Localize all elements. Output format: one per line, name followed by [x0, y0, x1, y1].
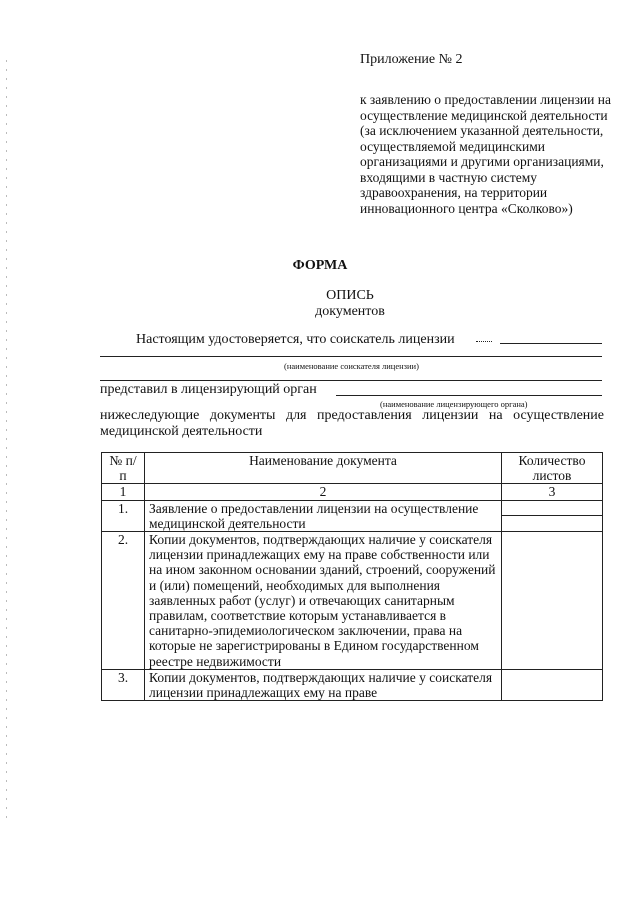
licensing-authority-blank	[336, 395, 602, 396]
inventory-title-sub: документов	[315, 304, 385, 319]
licensing-authority-line: представил в лицензирующий орган	[100, 382, 317, 397]
table-col-numbers-row	[102, 484, 603, 500]
col-number-3: 3	[502, 484, 603, 500]
scan-margin-marks	[6, 60, 7, 820]
licensing-authority-caption: (наименование лицензирующего органа)	[380, 399, 528, 409]
col-number-2: 2	[145, 484, 502, 500]
header-name: Наименование документа	[145, 453, 502, 484]
row-qty-cell[interactable]	[502, 532, 603, 670]
documents-intro-paragraph: нижеследующие документы для предоставления лицензии на осуществление медицинской деятельности	[100, 408, 604, 439]
applicant-name-blank-2	[100, 356, 602, 357]
applicant-name-blank	[500, 343, 602, 344]
certification-line: Настоящим удостоверяется, что соискатель лицензии	[136, 332, 455, 347]
table-row	[102, 500, 603, 531]
row-doc-name: Копии документов, подтверждающих наличие у соискателя лицензии принадлежащих ему на праве	[145, 669, 502, 700]
form-heading: ФОРМА	[292, 258, 348, 273]
applicant-name-caption: (наименование соискателя лицензии)	[284, 361, 419, 371]
row-qty-cell[interactable]	[502, 669, 603, 700]
row-qty-cell[interactable]	[502, 500, 603, 531]
appendix-description: к заявлению о предоставлении лицензии на осуществление медицинской деятельности (за исключением указанной деятельности, осуществляемой медицинскими организациями и другими организациями, входящими в частную систему здравоохранения, на территории инновационного центра «Сколково»)	[360, 92, 611, 216]
row-num: 3.	[102, 669, 145, 700]
documents-table	[101, 452, 603, 701]
col-number-1: 1	[102, 484, 145, 500]
applicant-name-blank-3	[100, 380, 602, 381]
appendix-title: Приложение № 2	[360, 52, 463, 67]
row-doc-name: Заявление о предоставлении лицензии на осуществление медицинской деятельности	[145, 500, 502, 531]
row-doc-name: Копии документов, подтверждающих наличие у соискателя лицензии принадлежащих ему на праве собственности или на ином законном основании зданий, строений, сооружений и (или) помещений, необходимых для выполнения заявленных работ (услуг) и отвечающих санитарным правилам, соответствие которым устанавливается в санитарно-эпидемиологическом заключении, права на которые не зарегистрированы в Едином государственном реестре недвижимости	[145, 532, 502, 670]
row-num: 1.	[102, 500, 145, 531]
applicant-blank-dots	[476, 341, 492, 342]
header-qty: Количество листов	[502, 453, 603, 484]
table-header-row	[102, 453, 603, 484]
header-num: № п/п	[102, 453, 145, 484]
table-row	[102, 669, 603, 700]
inventory-title	[0, 288, 640, 320]
row-num: 2.	[102, 532, 145, 670]
inventory-title-main: ОПИСЬ	[326, 288, 374, 303]
table-row	[102, 532, 603, 670]
qty-blank	[502, 501, 602, 516]
